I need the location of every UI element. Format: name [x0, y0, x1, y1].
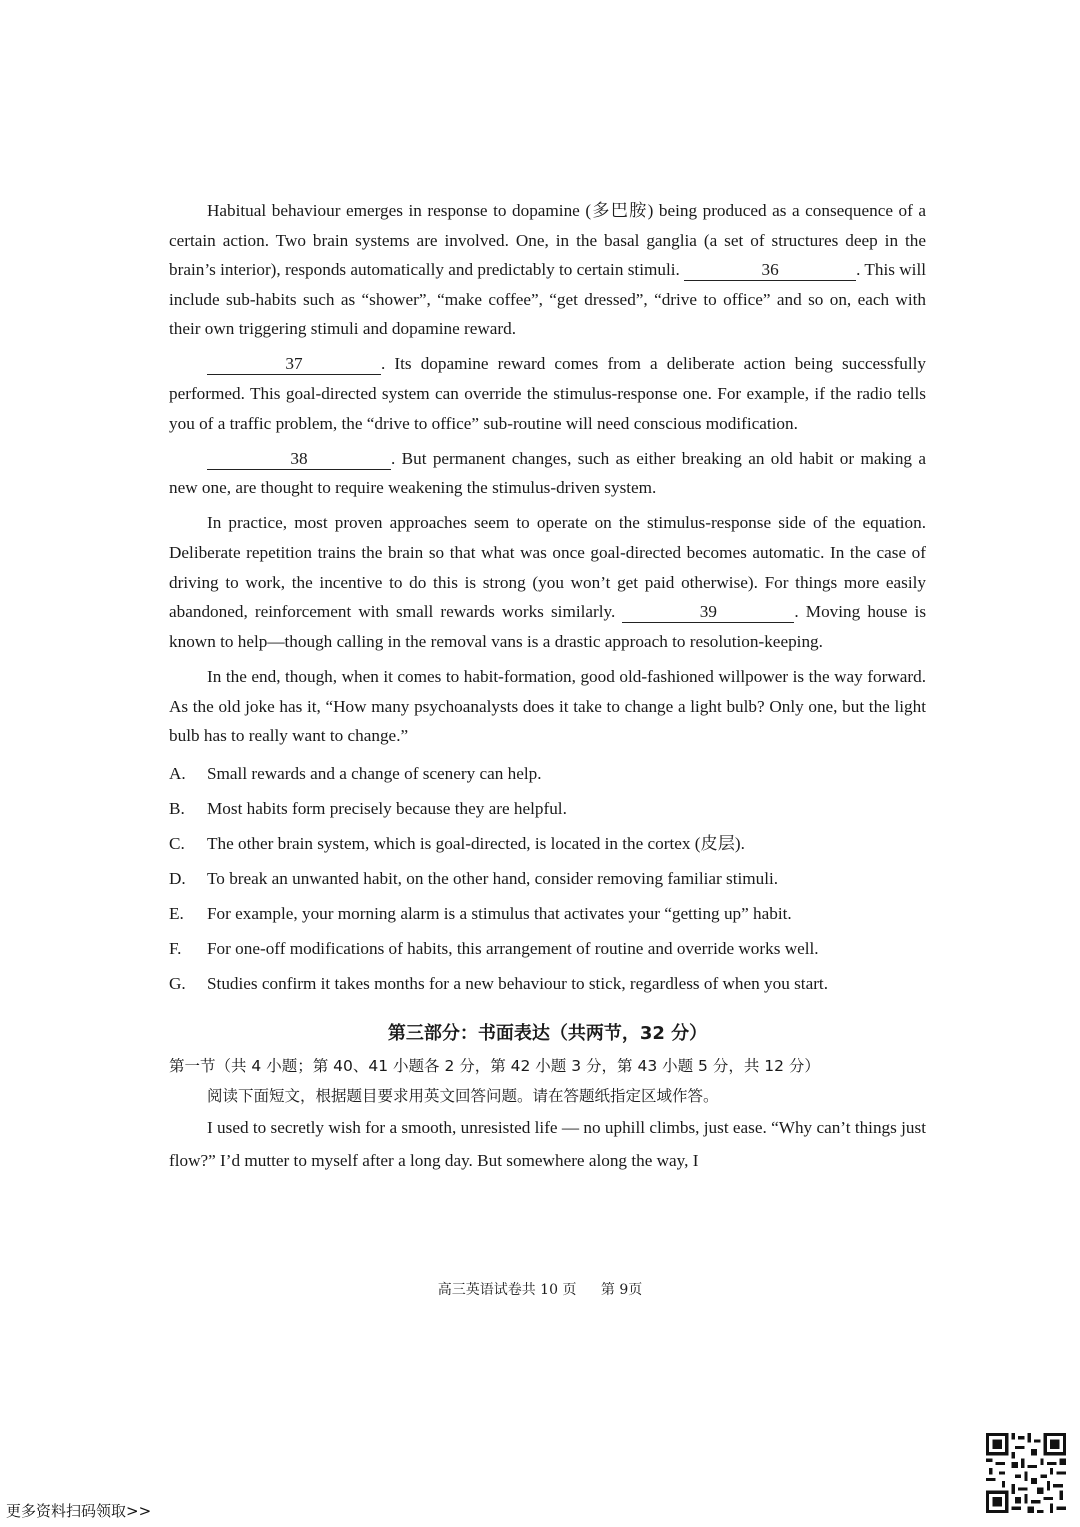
footer-page-count: 高三英语试卷共 10 页 [437, 1282, 577, 1298]
exam-page [169, 196, 926, 1183]
blank-37: 37 [207, 354, 381, 375]
footer-page-number: 第 9页 [600, 1282, 643, 1298]
section-title: 第三部分：书面表达（共两节，32 分） [387, 1023, 708, 1045]
passage-paragraph-2: 37 . Its dopamine reward comes from a deliberate action being successfully performed. This goal-directed system can override the stimulus-response one. For example, if the radio tells you of a traffic problem, the “drive to office” sub-routine will need conscious modification. [169, 354, 926, 433]
blank-39: 39 [622, 602, 794, 623]
option-a: A. Small rewards and a change of scenery can help. [169, 764, 542, 784]
option-d: D. To break an unwanted habit, on the other hand, consider removing familiar stimuli. [169, 869, 779, 889]
option-b: B. Most habits form precisely because they are helpful. [169, 799, 567, 819]
option-g: G. Studies confirm it takes months for a new behaviour to stick, regardless of when you start. [169, 974, 828, 994]
passage-paragraph-1: Habitual behaviour emerges in response to dopamine (多巴胺) being produced as a consequence of a certain action. Two brain systems are involved. One, in the basal ganglia (a set of structures deep in the brain’s interior), responds automatically and predictably to certain stimuli. 36 . This will include sub-habits such as “shower”, “make coffee”, “get dressed”, “drive to office” and so on, each with their own triggering stimuli and dopamine reward. [169, 201, 927, 339]
option-c: C. The other brain system, which is goal-directed, is located in the cortex (皮层). [169, 834, 745, 854]
more-resources-link[interactable]: 更多资料扫码领取>> [6, 1502, 152, 1520]
passage-paragraph-5: In the end, though, when it comes to habit-formation, good old-fashioned willpower is the way forward. As the old joke has it, “How many psychoanalysts does it take to change a light bulb? Only one, but the light bulb has to really want to change.” [169, 666, 926, 746]
option-e: E. For example, your morning alarm is a stimulus that activates your “getting up” habit. [169, 904, 792, 924]
options-list [169, 756, 926, 1001]
blank-38: 38 [207, 449, 391, 470]
passage-paragraph-4: In practice, most proven approaches seem to operate on the stimulus-response side of the equation. Deliberate repetition trains the brain so that what was once goal-directed becomes automatic. In the case of driving to work, the incentive to do this is strong (you won’t get paid otherwise). For things more easily abandoned, reinforcement with small rewards works similarly. 39 . Moving house is known to help—though calling in the removal vans is a drastic approach to resolution-keeping. [169, 513, 927, 651]
page-footer [0, 1279, 1080, 1299]
option-f: F. For one-off modifications of habits, this arrangement of routine and override works well. [169, 939, 819, 959]
section-text: I used to secretly wish for a smooth, unresisted life — no uphill climbs, just ease. “Why can’t things just flow?” I’d mutter to myself after a long day. But somewhere along the way, I [169, 1118, 926, 1171]
blank-36: 36 [684, 260, 856, 281]
passage-paragraph-3: 38 . But permanent changes, such as either breaking an old habit or making a new one, are thought to require weakening the stimulus-driven system. [169, 448, 926, 498]
section-instruction: 阅读下面短文，根据题目要求用英文回答问题。请在答题纸指定区域作答。 [207, 1087, 719, 1106]
qr-code-icon[interactable] [986, 1433, 1066, 1513]
section-subtitle: 第一节（共 4 小题；第 40、41 小题各 2 分，第 42 小题 3 分，第 43 小题 5 分，共 12 分） [169, 1057, 820, 1076]
